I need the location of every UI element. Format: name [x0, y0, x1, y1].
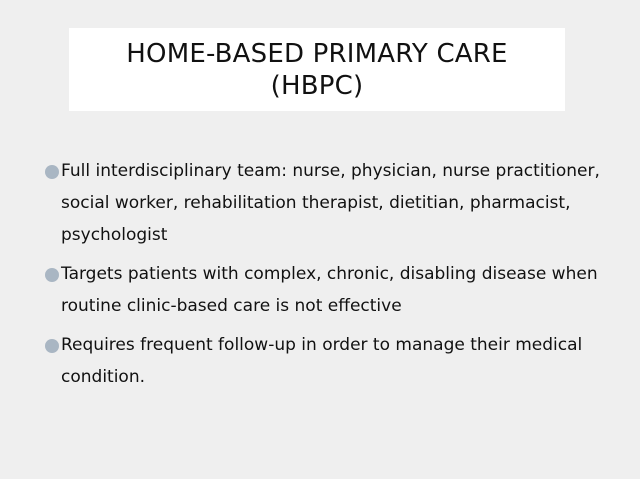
- slide-title-line-1: HOME-BASED PRIMARY CARE: [126, 38, 508, 69]
- title-box: [69, 28, 565, 111]
- bullet-item-targets: [45, 258, 615, 322]
- bullet-dot-icon: [45, 165, 59, 179]
- bullet-text: Targets patients with complex, chronic, disabling disease when routine clinic-based care is not effective: [61, 264, 598, 316]
- bullet-dot-icon: [45, 268, 59, 282]
- bullet-text: Full interdisciplinary team: nurse, physician, nurse practitioner, social worker, rehabilitation therapist, dietitian, pharmacist, psychologist: [61, 161, 600, 245]
- bullet-dot-icon: [45, 339, 59, 353]
- slide-title-line-2: (HBPC): [270, 70, 364, 101]
- bullet-item-followup: [45, 329, 615, 393]
- bullet-text: Requires frequent follow-up in order to manage their medical condition.: [61, 335, 583, 387]
- bullet-list: [45, 155, 615, 400]
- bullet-item-team: [45, 155, 615, 251]
